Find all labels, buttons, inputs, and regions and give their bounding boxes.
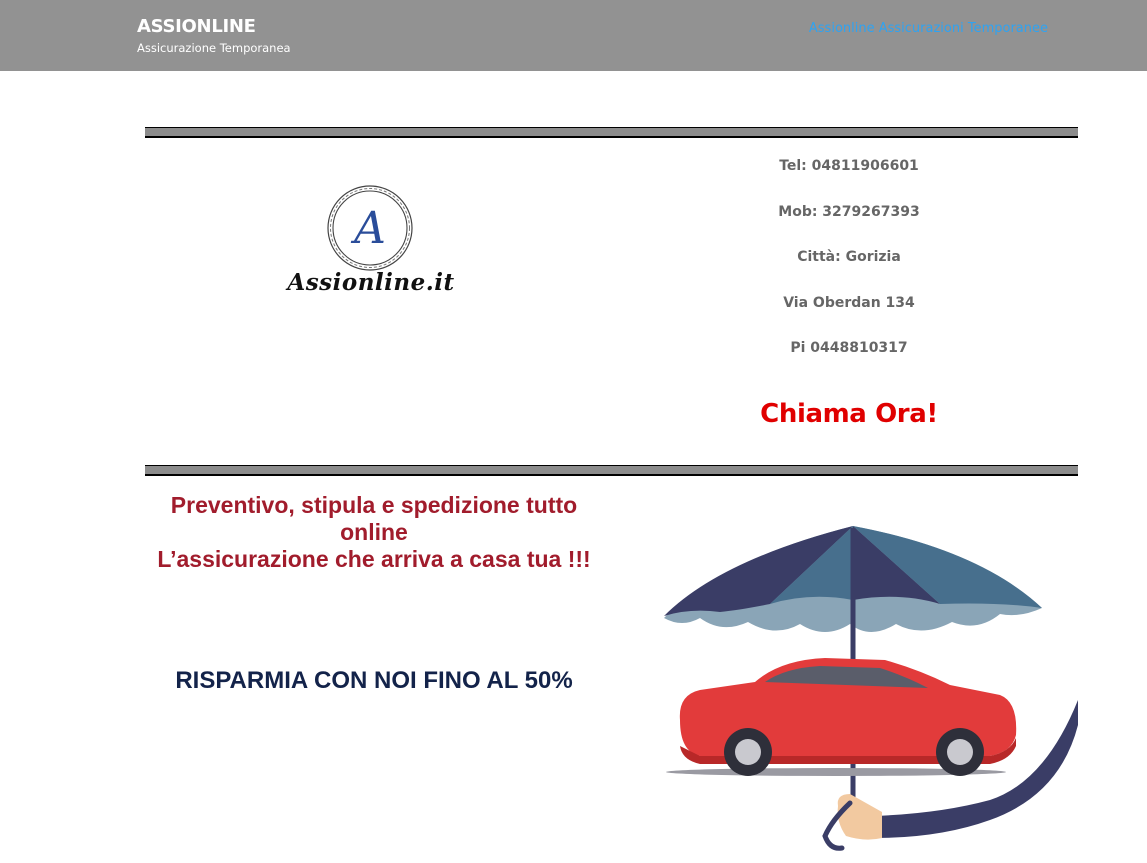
contact-city: Città: Gorizia xyxy=(797,249,901,265)
contact-vat: Pi 0448810317 xyxy=(790,340,908,356)
promo-headline xyxy=(145,492,603,573)
site-title[interactable]: ASSIONLINE xyxy=(137,16,256,37)
logo-wordmark: Assionline.it xyxy=(287,269,455,296)
contact-tel[interactable]: Tel: 04811906601 xyxy=(779,158,919,174)
promo-savings: RISPARMIA CON NOI FINO AL 50% xyxy=(175,667,573,694)
brand-logo xyxy=(285,182,457,302)
car-umbrella-illustration xyxy=(660,520,1080,855)
car-icon xyxy=(666,658,1016,776)
logo-monogram: A xyxy=(354,203,386,254)
site-header xyxy=(0,0,1147,71)
site-tagline: Assicurazione Temporanea xyxy=(137,41,291,55)
promo-headline-line1: Preventivo, stipula e spedizione tutto online xyxy=(170,492,578,545)
promo-headline-line2: L’assicurazione che arriva a casa tua !!! xyxy=(157,546,591,572)
logo-ring-emblem xyxy=(324,182,416,274)
section-divider-top xyxy=(145,127,1078,138)
contact-address: Via Oberdan 134 xyxy=(783,295,915,311)
contact-mobile[interactable]: Mob: 3279267393 xyxy=(778,204,920,220)
call-now-link[interactable]: Chiama Ora! xyxy=(760,399,938,429)
section-divider-bottom xyxy=(145,465,1078,476)
nav-link-home[interactable]: Assionline Assicurazioni Temporanee xyxy=(808,21,1048,36)
